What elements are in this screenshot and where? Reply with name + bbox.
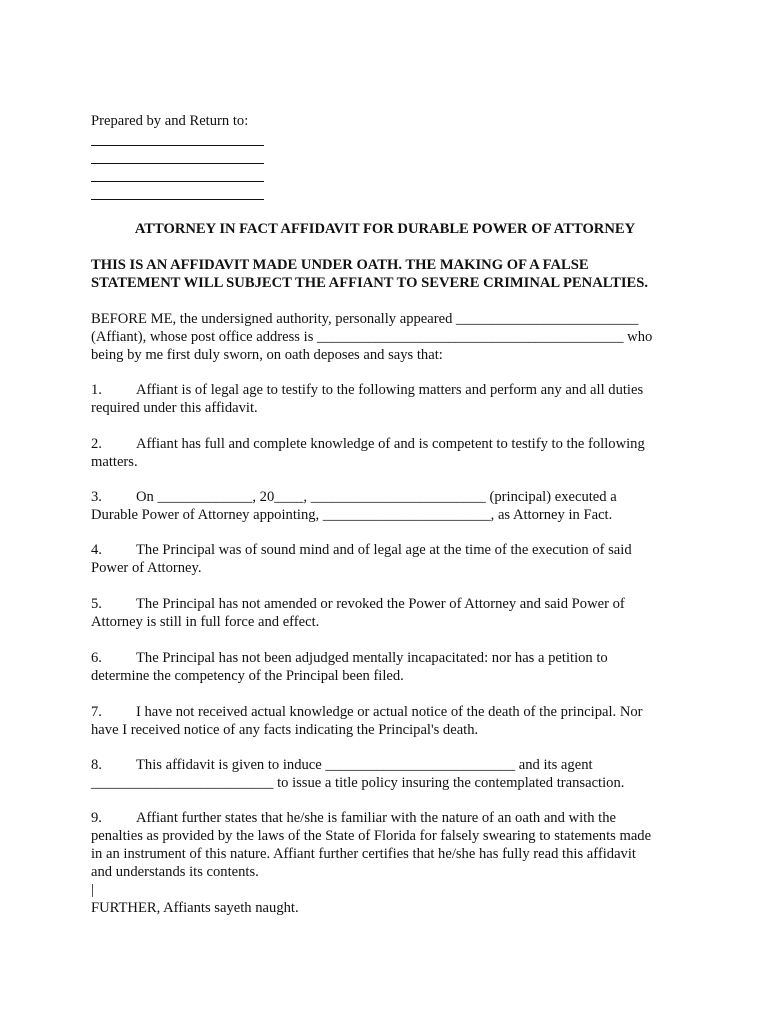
intro-line-2-text: (Affiant), whose post office address is __________________________________________	[91, 329, 624, 345]
item-9-line-3: in an instrument of this nature. Affiant further certifies that he/she has fully read this affidavit	[91, 846, 636, 862]
item-text: Affiant further states that he/she is familiar with the nature of an oath and with the	[136, 810, 616, 826]
item-number: 6.	[91, 650, 102, 666]
item-number: 1.	[91, 382, 102, 398]
affidavit-item-2	[91, 435, 681, 471]
item-1-line-1	[91, 381, 681, 399]
document-title: ATTORNEY IN FACT AFFIDAVIT FOR DURABLE POWER OF ATTORNEY	[134, 221, 636, 237]
item-2-line-1	[91, 435, 681, 453]
return-address-line-4	[91, 199, 264, 200]
item-number: 8.	[91, 757, 102, 773]
item-number: 9.	[91, 810, 102, 826]
affidavit-item-3	[91, 488, 681, 524]
item-9-line-4: and understands its contents.	[91, 864, 259, 880]
item-9-line-2: penalties as provided by the laws of the State of Florida for falsely swearing to statements made	[91, 828, 652, 844]
affidavit-item-5	[91, 595, 681, 631]
item-9-line-1	[91, 809, 691, 827]
affidavit-item-6	[91, 649, 681, 685]
item-2-line-2: matters.	[91, 454, 138, 470]
intro-line-3: being by me first duly sworn, on oath deposes and says that:	[91, 347, 443, 363]
prepared-by-label: Prepared by and Return to:	[91, 113, 249, 129]
item-text: I have not received actual knowledge or actual notice of the death of the principal. Nor	[136, 704, 643, 720]
intro-line-1: BEFORE ME, the undersigned authority, personally appeared _________________________	[91, 311, 639, 327]
affidavit-item-4	[91, 541, 681, 577]
item-8-line-2: _________________________ to issue a title policy insuring the contemplated transaction.	[91, 775, 625, 791]
affidavit-item-7	[91, 703, 681, 739]
item-text: Affiant has full and complete knowledge of and is competent to testify to the following	[136, 436, 645, 452]
item-number: 5.	[91, 596, 102, 612]
item-text: The Principal has not amended or revoked the Power of Attorney and said Power of	[136, 596, 625, 612]
affidavit-item-1	[91, 381, 681, 417]
item-5-line-2: Attorney is still in full force and effect.	[91, 614, 320, 630]
item-text: On _____________, 20____, ________________________ (principal) executed a	[136, 489, 617, 505]
text-cursor-mark: |	[91, 882, 94, 898]
intro-line-2	[91, 328, 681, 346]
return-address-line-3	[91, 181, 264, 182]
item-5-line-1	[91, 595, 681, 613]
oath-warning	[91, 256, 691, 292]
intro-line-2-end: who	[627, 329, 653, 345]
item-4-line-1	[91, 541, 681, 559]
return-address-line-1	[91, 145, 264, 146]
oath-warning-line-2: STATEMENT WILL SUBJECT THE AFFIANT TO SEVERE CRIMINAL PENALTIES.	[91, 275, 649, 291]
oath-warning-line-1: THIS IS AN AFFIDAVIT MADE UNDER OATH. THE MAKING OF A FALSE	[91, 257, 589, 273]
item-text: The Principal was of sound mind and of legal age at the time of the execution of said	[136, 542, 632, 558]
item-3-line-2: Durable Power of Attorney appointing, _______________________, as Attorney in Fact.	[91, 507, 613, 523]
affidavit-item-9	[91, 809, 691, 881]
intro-paragraph	[91, 310, 681, 364]
item-8-line-1	[91, 756, 681, 774]
item-text: The Principal has not been adjudged mentally incapacitated: nor has a petition to	[136, 650, 608, 666]
item-4-line-2: Power of Attorney.	[91, 560, 202, 576]
item-number: 4.	[91, 542, 102, 558]
item-number: 2.	[91, 436, 102, 452]
item-7-line-1	[91, 703, 681, 721]
item-3-line-1	[91, 488, 681, 506]
item-6-line-1	[91, 649, 681, 667]
closing-statement: FURTHER, Affiants sayeth naught.	[91, 900, 299, 916]
item-text: This affidavit is given to induce __________________________ and its agent	[136, 757, 593, 773]
item-text: Affiant is of legal age to testify to the following matters and perform any and all duties	[136, 382, 644, 398]
item-6-line-2: determine the competency of the Principal been filed.	[91, 668, 404, 684]
item-number: 3.	[91, 489, 102, 505]
item-7-line-2: have I received notice of any facts indicating the Principal's death.	[91, 722, 479, 738]
return-address-line-2	[91, 163, 264, 164]
item-1-line-2: required under this affidavit.	[91, 400, 258, 416]
item-number: 7.	[91, 704, 102, 720]
affidavit-item-8	[91, 756, 681, 792]
